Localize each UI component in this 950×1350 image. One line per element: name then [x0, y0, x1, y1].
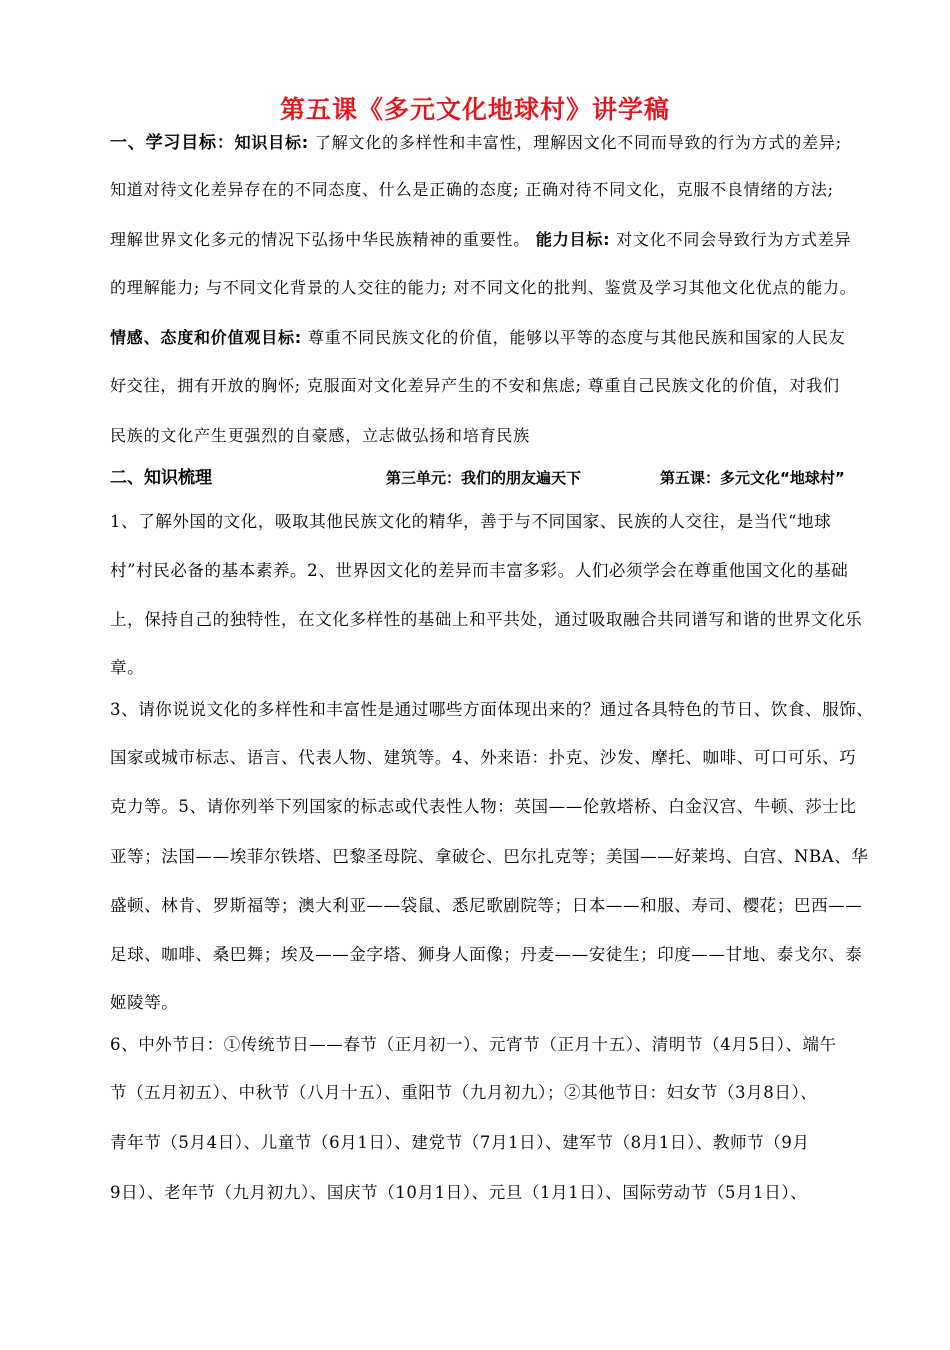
emotion-goal-label: 情感、态度和价值观目标:	[110, 328, 302, 347]
body-line: 姬陵等。	[110, 993, 179, 1012]
objectives-line-5	[110, 328, 880, 348]
ability-goal-label: 能力目标:	[535, 230, 611, 249]
knowledge-goal-label: 知识目标:	[234, 133, 310, 152]
section2-heading: 二、知识梳理	[110, 468, 212, 488]
page-title: 第五课《多元文化地球村》讲学稿	[279, 95, 670, 124]
body-line: 足球、咖啡、桑巴舞；埃及——金字塔、狮身人面像；丹麦——安徒生；印度——甘地、泰戈尔、泰	[110, 945, 863, 964]
unit-title: 第三单元：我们的朋友遍天下	[386, 469, 582, 487]
section1-heading: 一、学习目标：	[110, 133, 235, 153]
body-line: 盛顿、林肯、罗斯福等；澳大利亚——袋鼠、悉尼歌剧院等；日本——和服、寿司、樱花；巴西——	[110, 896, 863, 915]
objectives-line-4: 的理解能力; 与不同文化背景的人交往的能力; 对不同文化的批判、鉴赏及学习其他文化优点的能力。	[110, 278, 857, 297]
lesson-title: 第五课：多元文化“地球村”	[660, 469, 845, 487]
body-line: 章。	[110, 658, 145, 677]
section2-header	[110, 468, 880, 488]
objectives-text-3a: 理解世界文化多元的情况下弘扬中华民族精神的重要性。	[110, 230, 531, 249]
objectives-line-7: 民族的文化产生更强烈的自豪感，立志做弘扬和培育民族	[110, 426, 531, 445]
objectives-line-6: 好交往，拥有开放的胸怀; 克服面对文化差异产生的不安和焦虑; 尊重自己民族文化的价值，对我们	[110, 376, 840, 395]
objectives-text-5: 尊重不同民族文化的价值，能够以平等的态度与其他民族和国家的人民友	[307, 328, 846, 347]
body-line: 1、了解外国的文化，吸取其他民族文化的精华，善于与不同国家、民族的人交往，是当代“地球	[110, 512, 832, 531]
objectives-line-2: 知道对待文化差异存在的不同态度、什么是正确的态度; 正确对待不同文化，克服不良情绪的方法;	[110, 180, 834, 199]
objectives-text-1: 了解文化的多样性和丰富性，理解因文化不同而导致的行为方式的差异;	[314, 133, 842, 152]
body-line: 国家或城市标志、语言、代表人物、建筑等。4、外来语：扑克、沙发、摩托、咖啡、可口可乐、巧	[110, 748, 857, 767]
body-line: 亚等；法国——埃菲尔铁塔、巴黎圣母院、拿破仑、巴尔扎克等；美国——好莱坞、白宫、NBA、华	[110, 847, 869, 866]
body-line: 青年节（5月4日）、儿童节（6月1日）、建党节（7月1日）、建军节（8月1日）、教师节（9月	[110, 1133, 810, 1152]
objectives-text-3b: 对文化不同会导致行为方式差异	[616, 230, 852, 249]
body-line: 9日）、老年节（九月初九）、国庆节（10月1日）、元旦（1月1日）、国际劳动节（5月1日）、	[110, 1183, 808, 1202]
body-line: 3、请你说说文化的多样性和丰富性是通过哪些方面体现出来的？通过各具特色的节日、饮食、服饰、	[110, 700, 874, 719]
body-line: 村”村民必备的基本素养。2、世界因文化的差异而丰富多彩。人们必须学会在尊重他国文化的基础	[110, 561, 849, 580]
objectives-line-1	[110, 133, 880, 153]
body-line: 节（五月初五）、中秋节（八月十五）、重阳节（九月初九）；②其他节日：妇女节（3月8日）、	[110, 1083, 818, 1102]
body-line: 上，保持自己的独特性，在文化多样性的基础上和平共处，通过吸取融合共同谱写和谐的世界文化乐	[110, 610, 863, 629]
body-line: 6、中外节日：①传统节日——春节（正月初一）、元宵节（正月十五）、清明节（4月5日）、端午	[110, 1035, 837, 1054]
body-line: 克力等。5、请你列举下列国家的标志或代表性人物：英国——伦敦塔桥、白金汉宫、牛顿、莎士比	[110, 797, 857, 816]
objectives-line-3	[110, 230, 880, 250]
